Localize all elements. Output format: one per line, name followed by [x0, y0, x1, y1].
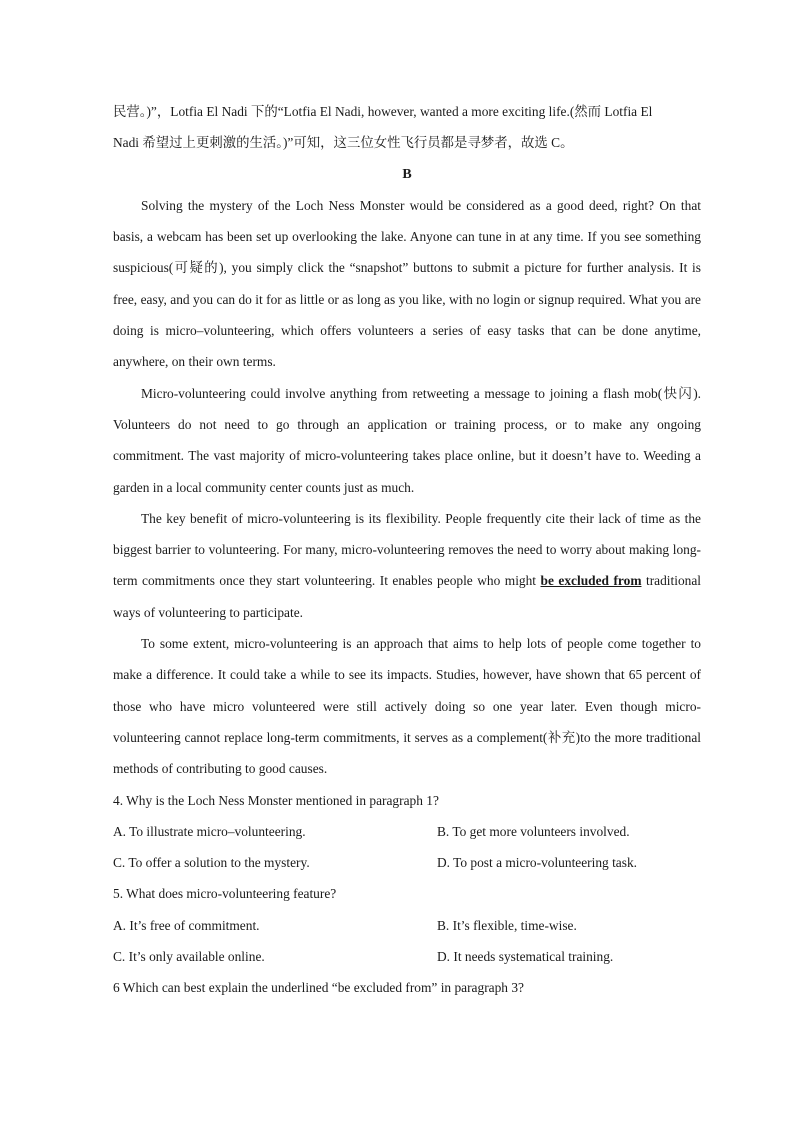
question-6-stem: 6 Which can best explain the underlined “be excluded from” in paragraph 3?: [113, 980, 524, 996]
question-4-option-b: B. To get more volunteers involved.: [437, 823, 630, 839]
paragraph-2: Micro-volunteering could involve anything from retweeting a message to joining a flash mob(快闪). Volunteers do not need to go through an application or training process, or to make any ongoing commitment. The vast majority of micro-volunteering takes place online, but it doesn’t have to. Weeding a garden in a local community center counts just as much.: [113, 385, 701, 495]
paragraph-3-text-b: traditional ways of volunteering to participate.: [113, 573, 702, 620]
underlined-phrase: be excluded from: [540, 573, 642, 589]
paragraph-4: To some extent, micro-volunteering is an approach that aims to help lots of people come together to make a difference. It could take a while to see its impacts. Studies, however, have shown that 65 percent of those who have micro volunteered were still actively doing so one year later. Even though micro-volunteering cannot replace long-term commitments, it serves as a complement(补充)to the more traditional methods of contributing to good causes.: [113, 636, 701, 777]
question-5-option-a: A. It’s free of commitment.: [113, 917, 260, 933]
question-5-options-row-2: [113, 941, 701, 972]
section-title: B: [402, 166, 412, 182]
intro-line-1: 民营。)”，Lotfia El Nadi 下的“Lotfia El Nadi, however, wanted a more exciting life.(然而 Lotfia El: [113, 104, 653, 119]
question-5-options-row-1: [113, 910, 701, 941]
question-4-options-row-2: [113, 847, 701, 878]
paragraph-3: [113, 503, 701, 628]
intro-line-2: Nadi 希望过上更刺激的生活。)”可知，这三位女性飞行员都是寻梦者，故选 C。: [113, 135, 574, 151]
question-4-option-c: C. To offer a solution to the mystery.: [113, 855, 310, 871]
question-4-stem: 4. Why is the Loch Ness Monster mentioned in paragraph 1?: [113, 792, 439, 808]
question-5-option-c: C. It’s only available online.: [113, 949, 265, 965]
question-5-option-d: D. It needs systematical training.: [437, 949, 614, 965]
document-page: [113, 96, 701, 1004]
question-4-option-d: D. To post a micro-volunteering task.: [437, 855, 638, 871]
question-5-stem: 5. What does micro-volunteering feature?: [113, 886, 337, 902]
paragraph-3-text-a: The key benefit of micro-volunteering is its flexibility. People frequently cite their lack of time as the biggest barrier to volunteering. For many, micro-volunteering removes the need to worry about making long-term commitments once they start volunteering. It enables people who might: [113, 510, 701, 589]
paragraph-1: Solving the mystery of the Loch Ness Monster would be considered as a good deed, right? On that basis, a webcam has been set up overlooking the lake. Anyone can tune in at any time. If you see something suspicious(可疑的), you simply click the “snapshot” buttons to submit a picture for further analysis. It is free, easy, and you can do it for as little or as long as you like, with no login or signup required. What you are doing is micro–volunteering, which offers volunteers a series of easy tasks that can be done anytime, anywhere, on their own terms.: [113, 197, 701, 370]
question-4-option-a: A. To illustrate micro–volunteering.: [113, 823, 306, 839]
question-4-options-row-1: [113, 816, 701, 847]
question-5-option-b: B. It’s flexible, time-wise.: [437, 917, 577, 933]
